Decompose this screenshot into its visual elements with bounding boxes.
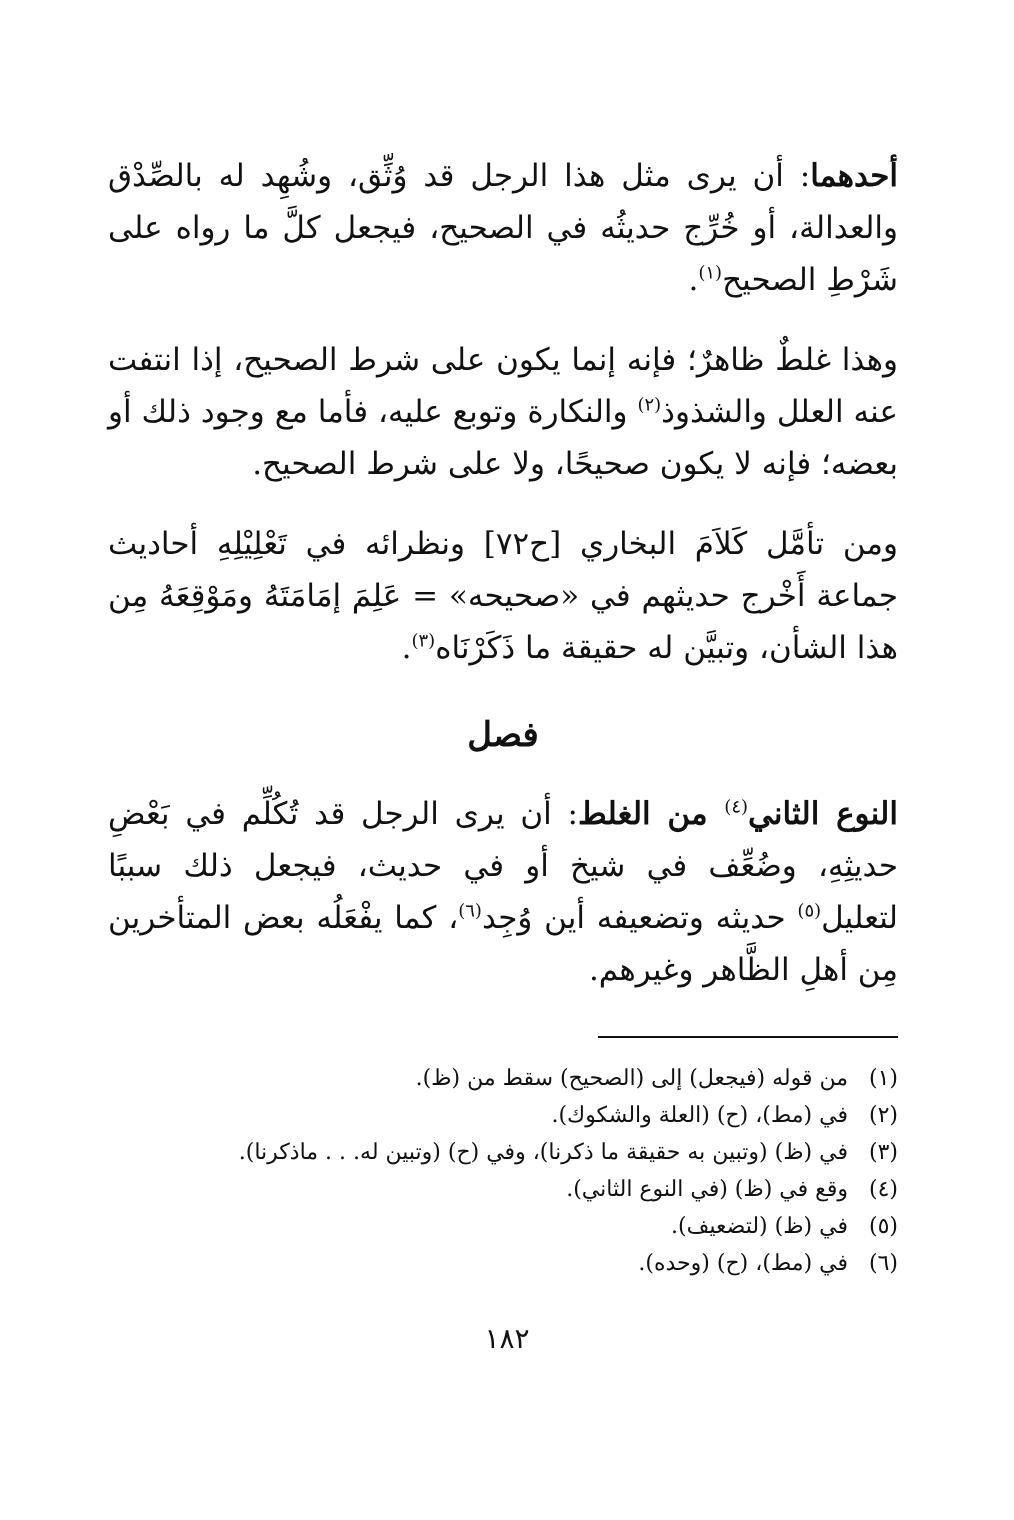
footnote-item [108, 1171, 898, 1208]
footnote-item [108, 1208, 898, 1245]
footnote-number: (٦) [868, 1251, 898, 1276]
footnote-number: (٣) [868, 1140, 898, 1165]
paragraph-first [108, 150, 898, 306]
footnote-item [108, 1060, 898, 1097]
footnote-text: في (مط)، (ح) (العلة والشكوك). [551, 1103, 848, 1128]
footnote-list [108, 1060, 898, 1282]
footnote-ref-2[interactable]: (٢) [637, 394, 662, 416]
page-body [108, 150, 898, 1282]
footnote-text: في (ظ) (وتبين به حقيقة ما ذكرنا)، وفي (ح) (وتبين له. . . ماذكرنا). [238, 1140, 848, 1165]
footnote-item [108, 1134, 898, 1171]
section-heading: فصل [467, 715, 539, 755]
footnote-ref-4[interactable]: (٤) [724, 796, 749, 818]
paragraph-lead: أحدهما [810, 158, 898, 194]
footnote-number: (١) [868, 1066, 898, 1091]
paragraph-end: . [401, 630, 412, 666]
footnote-text: في (مط)، (ح) (وحده). [638, 1251, 848, 1276]
page-number: ١٨٢ [484, 1322, 530, 1355]
footnote-number: (٥) [868, 1214, 898, 1239]
paragraph-lead-a: النوع الثاني [748, 796, 898, 832]
paragraph-text-c: ، كما يفْعَلُه بعض المتأخرين مِن أهلِ الظَّاهر وغيرهم. [108, 900, 898, 988]
paragraph-text: : أن يرى مثل هذا الرجل قد وُثِّق، وشُهِد له بالصِّدْق والعدالة، أو خُرِّج حديثُه في الصحيح، فيجعل كلَّ ما رواه على شَرْطِ الصحيح [108, 158, 898, 298]
paragraph-section [108, 788, 898, 996]
paragraph-lead-b: من الغلط [577, 796, 725, 832]
paragraph-text: ومن تأمَّل كَلاَمَ البخاري [ح٧٢] ونظرائه في تَعْلِيْلِهِ أحاديث جماعة أَخْرج حديثهم في «صحيحه» = عَلِمَ إمَامَتَهُ ومَوْقِعَهُ مِن هذا الشأن، وتبيَّن له حقيقة ما ذَكَرْنَاه [108, 526, 898, 666]
paragraph-text: وهذا غلطٌ ظاهرٌ؛ فإنه إنما يكون على شرط الصحيح، إذا انتفت عنه العلل والشذوذ [108, 342, 898, 430]
paragraph-end: . [688, 262, 699, 298]
paragraph-third [108, 518, 898, 674]
footnote-text: من قوله (فيجعل) إلى (الصحيح) سقط من (ظ). [415, 1066, 848, 1091]
paragraph-end: والنكارة وتوبع عليه، فأما مع وجود ذلك أو بعضه؛ فإنه لا يكون صحيحًا، ولا على شرط الصحيح. [108, 394, 898, 482]
footnote-text: وقع في (ظ) (في النوع الثاني). [566, 1177, 848, 1202]
footnote-item [108, 1097, 898, 1134]
footnote-divider [598, 1036, 898, 1038]
footnote-ref-3[interactable]: (٣) [411, 630, 436, 652]
footnote-ref-6[interactable]: (٦) [458, 900, 482, 922]
footnote-item [108, 1245, 898, 1282]
footnote-ref-5[interactable]: (٥) [797, 900, 822, 922]
footnote-number: (٤) [868, 1177, 898, 1202]
footnote-text: في (ظ) (لتضعيف). [671, 1214, 848, 1239]
paragraph-text-a: : أن يرى الرجل قد تُكُلِّم في بَعْضِ حديثِهِ، وضُعِّف في شيخ أو في حديث، فيجعل ذلك سببًا لتعليل [108, 796, 898, 936]
footnote-number: (٢) [868, 1103, 898, 1128]
paragraph-text-b: حديثه وتضعيفه أين وُجِد [481, 900, 798, 936]
footnote-ref-1[interactable]: (١) [698, 262, 723, 284]
paragraph-second [108, 334, 898, 490]
